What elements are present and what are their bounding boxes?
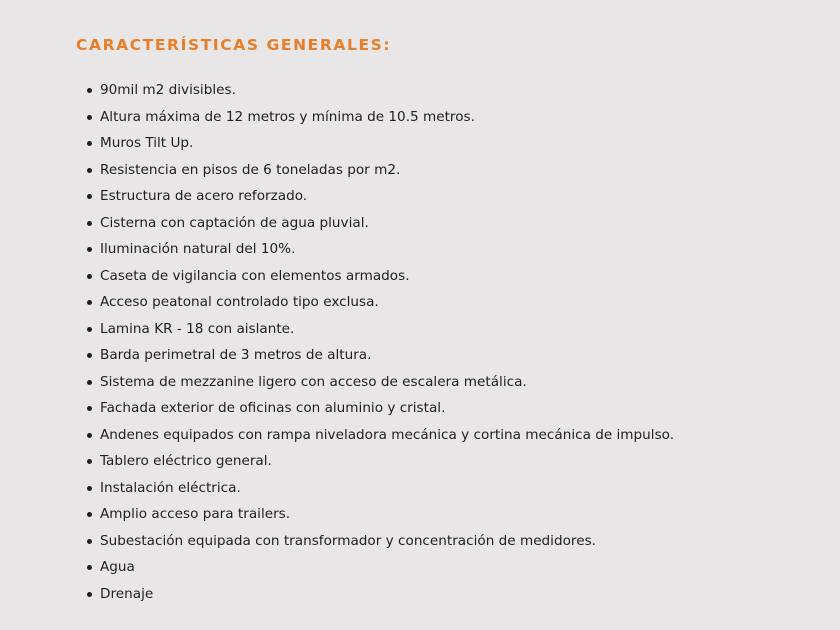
list-item xyxy=(76,424,674,451)
bullet-icon xyxy=(87,274,92,279)
bullet-icon xyxy=(87,194,92,199)
bullet-icon xyxy=(87,247,92,252)
bullet-icon xyxy=(87,433,92,438)
list-item xyxy=(76,450,674,477)
list-item-text: Muros Tilt Up. xyxy=(100,135,194,151)
list-item-text: Altura máxima de 12 metros y mínima de 10.5 metros. xyxy=(100,108,475,125)
list-item-text: Iluminación natural del 10%. xyxy=(100,241,296,257)
list-item xyxy=(76,185,674,212)
list-item xyxy=(76,106,674,133)
list-item-text: Lamina KR - 18 con aislante. xyxy=(100,320,295,337)
bullet-icon xyxy=(87,592,92,597)
bullet-icon xyxy=(87,380,92,385)
bullet-icon xyxy=(87,353,92,358)
section-heading: CARACTERÍSTICAS GENERALES: xyxy=(76,36,392,54)
bullet-icon xyxy=(87,141,92,146)
list-item xyxy=(76,79,674,106)
list-item xyxy=(76,318,674,345)
feature-list xyxy=(76,79,674,609)
list-item-text: Subestación equipada con transformador y concentración de medidores. xyxy=(100,532,596,549)
list-item xyxy=(76,132,674,159)
bullet-icon xyxy=(87,486,92,491)
list-item-text: Acceso peatonal controlado tipo exclusa. xyxy=(100,294,379,310)
list-item xyxy=(76,238,674,265)
bullet-icon xyxy=(87,115,92,120)
list-item-text: Instalación eléctrica. xyxy=(100,479,241,496)
list-item xyxy=(76,291,674,318)
bullet-icon xyxy=(87,539,92,544)
list-item-text: Cisterna con captación de agua pluvial. xyxy=(100,214,369,231)
list-item xyxy=(76,583,674,610)
list-item-text: Tablero eléctrico general. xyxy=(100,453,272,469)
list-item-text: Estructura de acero reforzado. xyxy=(100,188,308,204)
list-item-text: Amplio acceso para trailers. xyxy=(100,506,291,522)
list-item-text: Drenaje xyxy=(100,585,154,602)
list-item-text: Fachada exterior de oficinas con aluminio y cristal. xyxy=(100,400,446,416)
bullet-icon xyxy=(87,168,92,173)
list-item xyxy=(76,344,674,371)
bullet-icon xyxy=(87,300,92,305)
list-item xyxy=(76,397,674,424)
bullet-icon xyxy=(87,512,92,517)
list-item xyxy=(76,265,674,292)
bullet-icon xyxy=(87,88,92,93)
list-item-text: Sistema de mezzanine ligero con acceso de escalera metálica. xyxy=(100,373,527,390)
list-item xyxy=(76,371,674,398)
bullet-icon xyxy=(87,459,92,464)
list-item-text: Resistencia en pisos de 6 toneladas por m2. xyxy=(100,161,401,178)
list-item xyxy=(76,556,674,583)
list-item-text: Barda perimetral de 3 metros de altura. xyxy=(100,347,372,363)
list-item xyxy=(76,503,674,530)
bullet-icon xyxy=(87,406,92,411)
features-section xyxy=(76,34,816,602)
list-item xyxy=(76,530,674,557)
list-item-text: Agua xyxy=(100,559,135,575)
list-item xyxy=(76,212,674,239)
bullet-icon xyxy=(87,221,92,226)
bullet-icon xyxy=(87,565,92,570)
bullet-icon xyxy=(87,327,92,332)
list-item xyxy=(76,159,674,186)
list-item-text: Caseta de vigilancia con elementos armados. xyxy=(100,267,410,284)
list-item-text: 90mil m2 divisibles. xyxy=(100,82,236,98)
list-item xyxy=(76,477,674,504)
list-item-text: Andenes equipados con rampa niveladora mecánica y cortina mecánica de impulso. xyxy=(100,426,675,443)
